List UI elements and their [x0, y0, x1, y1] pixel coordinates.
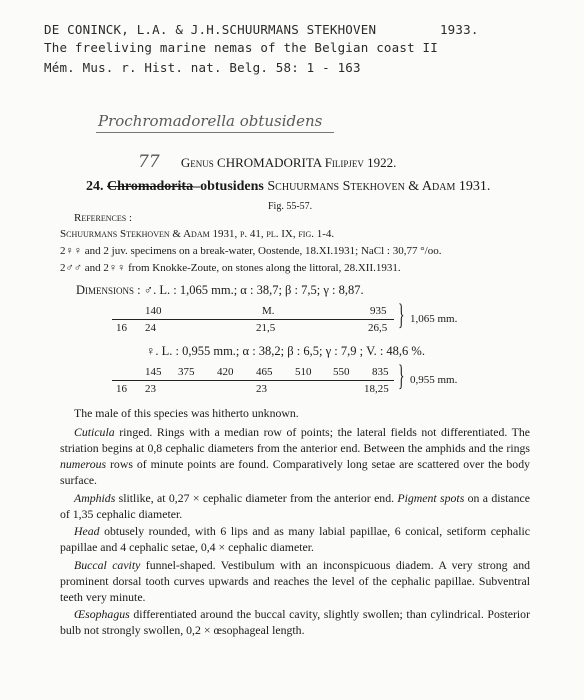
citation-authors: DE CONINCK, L.A. & J.H.SCHUURMANS STEKHOVEN: [44, 22, 377, 37]
male-brace: }: [397, 298, 405, 331]
head-heading: Head: [74, 524, 100, 538]
male-top-1: 140: [145, 305, 162, 317]
male-bottom-1: 16: [116, 322, 127, 334]
female-bottom-4: 18,25: [364, 383, 389, 395]
male-bottom-3: 21,5: [256, 322, 276, 334]
citation-line-2: The freeliving marine nemas of the Belgian coast II: [44, 40, 439, 55]
cuticula-paragraph: [60, 424, 530, 488]
male-formula: ♂. L. : 1,065 mm.; α : 38,7; β : 7,5; γ : 8,87.: [143, 283, 364, 297]
female-total: 0,955 mm.: [410, 374, 458, 386]
male-rule: [112, 319, 394, 320]
female-top-6: 550: [333, 366, 350, 378]
citation-year: 1933.: [439, 22, 479, 37]
species-number: 24.: [86, 179, 104, 194]
specimen-line-1: 2♀♀ and 2 juv. specimens on a break-water, Oostende, 18.XI.1931; NaCl : 30,77 °/oo.: [60, 245, 442, 257]
pigment-heading: Pigment spots: [397, 491, 465, 505]
male-bottom-2: 24: [145, 322, 156, 334]
genus-title: Genus CHROMADORITA Filipjev 1922.: [180, 155, 397, 170]
pigment-text: on a distance of 1,35 cephalic diameter.: [60, 491, 530, 521]
male-top-3: 935: [370, 305, 387, 317]
references-label: References :: [74, 212, 133, 224]
cuticula-text-end: rows of minute points are found. Comparatively long setae are scattered over the body surface.: [60, 457, 530, 487]
female-rule: [112, 380, 394, 381]
species-epithet: –obtusidens: [193, 179, 264, 194]
female-bottom-3: 23: [256, 383, 267, 395]
female-top-4: 465: [256, 366, 273, 378]
amphids-heading: Amphids: [74, 491, 116, 505]
species-authors: Schuurmans Stekhoven & Adam 1931.: [267, 179, 491, 194]
reference-text: Schuurmans Stekhoven & Adam 1931, p. 41, pl. IX, fig. 1-4.: [60, 228, 335, 240]
figure-reference: Fig. 55-57.: [268, 201, 313, 212]
species-heading: [86, 179, 490, 195]
male-unknown-sentence: The male of this species was hitherto unknown.: [74, 406, 299, 420]
handwritten-species-note: Prochromadorella obtusidens: [98, 112, 323, 130]
female-bottom-1: 16: [116, 383, 127, 395]
head-text: obtusely rounded, with 6 lips and as many labial papillae, 6 conical, setiform cephalic papillae and 4 cephalic setae, 0,4 × cephalic diameter.: [60, 524, 530, 554]
female-top-3: 420: [217, 366, 234, 378]
female-top-1: 145: [145, 366, 162, 378]
male-total: 1,065 mm.: [410, 313, 458, 325]
citation-line-1: [44, 22, 479, 37]
cuticula-heading: Cuticula: [74, 425, 115, 439]
female-top-7: 835: [372, 366, 389, 378]
handwritten-page-number: 77: [138, 152, 160, 172]
oesophagus-text: differentiated around the buccal cavity, slightly swollen; than cylindrical. Posterior bulb not strongly swollen, 0,2 × œsophageal length.: [60, 607, 530, 637]
specimen-line-2: 2♂♂ and 2♀♀ from Knokke-Zoute, on stones along the littoral, 28.XII.1931.: [60, 262, 401, 274]
citation-line-3: Mém. Mus. r. Hist. nat. Belg. 58: 1 - 163: [44, 60, 361, 75]
head-paragraph: [60, 523, 530, 555]
female-formula: ♀. L. : 0,955 mm.; α : 38,2; β : 6,5; γ : 7,9 ; V. : 48,6 %.: [146, 344, 425, 358]
female-brace: }: [397, 359, 405, 392]
species-genus-struck: Chromadorita: [107, 179, 194, 194]
male-bottom-4: 26,5: [368, 322, 388, 334]
handwritten-underline: [96, 132, 334, 133]
oesophagus-paragraph: [60, 606, 530, 638]
male-dimensions: [76, 283, 364, 298]
buccal-paragraph: [60, 557, 530, 605]
female-bottom-2: 23: [145, 383, 156, 395]
oesophagus-heading: Œsophagus: [74, 607, 130, 621]
cuticula-numerous: numerous: [60, 457, 107, 471]
amphids-text: slitlike, at 0,27 × cephalic diameter from the anterior end.: [115, 491, 398, 505]
female-top-2: 375: [178, 366, 195, 378]
genus-heading: [138, 152, 396, 172]
cuticula-text: ringed. Rings with a median row of points; the lateral fields not differentiated. The striation begins at 0,8 cephalic diameters from the anterior end. Between the amphids and the rings: [60, 425, 530, 455]
buccal-text: funnel-shaped. Vestibulum with an inconspicuous diadem. A very strong and prominent dorsal tooth curves upwards and reaches the level of the cephalic papillae. Subventral teeth very minute.: [60, 558, 530, 604]
female-top-5: 510: [295, 366, 312, 378]
amphids-paragraph: [60, 490, 530, 522]
male-top-2: M.: [262, 305, 275, 317]
buccal-heading: Buccal cavity: [74, 558, 141, 572]
dimensions-label: Dimensions :: [76, 283, 141, 297]
